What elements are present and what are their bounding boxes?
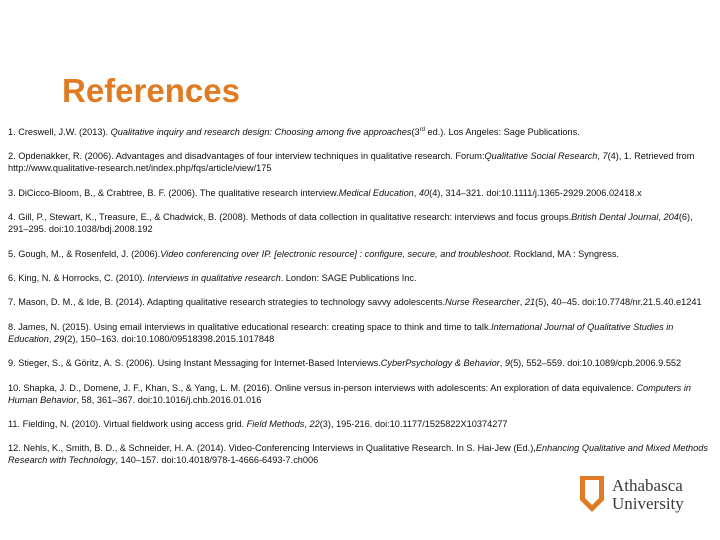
page-title: References	[62, 72, 240, 109]
ref-text: ,	[48, 333, 54, 344]
ref-text: (3	[411, 127, 420, 137]
logo-wordmark	[612, 477, 684, 513]
ref-volume: 204	[663, 212, 679, 223]
ref-text: ,	[597, 151, 603, 162]
reference-item	[8, 248, 714, 260]
ref-text: 12. Nehls, K., Smith, B. D., & Schneider, H. A. (2014). Video-Conferencing Interviews in Qualitative Research. In S. Hai-Jew (Ed.),	[8, 443, 536, 454]
ref-text: 5. Gough, M., & Rosenfeld, J. (2006).	[8, 248, 161, 259]
ref-text: 8. James, N. (2015). Using email interviews in qualitative educational research: creating space to think and time to talk.	[8, 321, 492, 332]
ref-title: Medical Education	[338, 187, 414, 198]
ref-text: 11. Fielding, N. (2010). Virtual fieldwork using access grid.	[8, 418, 247, 429]
ref-title: Qualitative inquiry and research design: Choosing among five approaches	[110, 127, 412, 137]
logo-line2: University	[612, 494, 684, 513]
ref-title: Interviews in qualitative research	[147, 272, 281, 283]
ref-volume: 22	[309, 418, 320, 429]
ref-text: (5), 552–559. doi:10.1089/cpb.2006.9.552	[510, 358, 682, 369]
ref-text: , 140–157. doi:10.4018/978-1-4666-6493-7.ch006	[115, 455, 319, 466]
ref-text: 1. Creswell, J.W. (2013).	[8, 127, 111, 137]
ref-text: (4), 314–321. doi:10.1111/j.1365-2929.2006.02418.x	[429, 187, 642, 198]
reference-item	[8, 126, 714, 138]
ref-text: 7. Mason, D. M., & Ide, B. (2014). Adapting qualitative research strategies to technology savvy adolescents.	[8, 297, 446, 308]
ref-title: Nurse Researcher	[445, 297, 520, 308]
reference-item	[8, 442, 714, 466]
reference-list	[8, 126, 714, 479]
ref-text: (5), 40–45. doi:10.7748/nr.21.5.40.e1241	[535, 297, 702, 308]
ref-text: 4. Gill, P., Stewart, K., Treasure, E., & Chadwick, B. (2008). Methods of data collection in qualitative research: interviews and focus groups.	[8, 212, 572, 223]
ref-volume: 21	[524, 297, 536, 308]
ref-text: . London: SAGE Publications Inc.	[280, 272, 417, 283]
ref-text: , 58, 361–367. doi:10.1016/j.chb.2016.01.016	[76, 394, 262, 405]
ref-text: ,	[519, 297, 525, 308]
ref-text: (2), 150–163. doi:10.1080/09518398.2015.1017848	[64, 333, 275, 344]
shield-icon	[578, 474, 606, 514]
ref-text: ,	[499, 358, 505, 369]
reference-item	[8, 272, 714, 284]
ref-text: ,	[658, 212, 664, 223]
ref-title: Video conferencing over IP. [electronic resource] : configure, secure, and troubleshoot	[160, 248, 509, 259]
reference-item	[8, 187, 714, 199]
ref-text: ,	[413, 187, 419, 198]
ref-text: (4), 1. Retrieved from http://www.qualitative-research.net/index.php/fqs/article/view/175	[8, 151, 695, 174]
ref-text: ,	[304, 418, 310, 429]
ref-title: British Dental Journal	[571, 212, 659, 223]
ref-text: 10. Shapka, J. D., Domene, J. F., Khan, S., & Yang, L. M. (2016). Online versus in-person interviews with adolescents: An exploration of data equivalence.	[8, 382, 637, 393]
ref-title: CyberPsychology & Behavior	[380, 358, 500, 369]
reference-item	[8, 296, 714, 308]
reference-item	[8, 321, 714, 345]
ref-text: . Rockland, MA : Syngress.	[508, 248, 619, 259]
ref-title: Qualitative Social Research	[484, 151, 598, 162]
ref-title: Computers in Human Behavior	[8, 382, 691, 405]
ref-volume: 9	[504, 358, 511, 369]
ref-text: (6), 291–295. doi:10.1038/bdj.2008.192	[8, 212, 693, 235]
ref-text: (3), 195-216. doi:10.1177/1525822X10374277	[319, 418, 508, 429]
reference-item	[8, 150, 714, 174]
ref-text: 9. Stieger, S., & Göritz, A. S. (2006). Using Instant Messaging for Internet-Based Interviews.	[8, 358, 381, 369]
reference-item	[8, 211, 714, 235]
logo-line1: Athabasca	[612, 476, 683, 495]
ref-text: 2. Opdenakker, R. (2006). Advantages and disadvantages of four interview techniques in qualitative research. Forum:	[8, 151, 485, 162]
athabasca-university-logo	[578, 474, 718, 518]
ref-title: International Journal of Qualitative Studies in Education	[8, 321, 674, 344]
ref-text: 6. King, N. & Horrocks, C. (2010).	[8, 272, 148, 283]
reference-item	[8, 382, 714, 406]
ref-text: ed.). Los Angeles: Sage Publications.	[424, 127, 580, 137]
ref-title: Enhancing Qualitative and Mixed Methods Research with Technology	[8, 443, 708, 466]
ref-volume: 29	[53, 333, 65, 344]
reference-item	[8, 357, 714, 369]
ref-volume: 40	[418, 187, 430, 198]
ref-title: Field Methods	[246, 418, 305, 429]
reference-item	[8, 418, 714, 430]
ref-volume: 7	[602, 151, 608, 162]
ref-text: 3. DiCicco-Bloom, B., & Crabtree, B. F. (2006). The qualitative research interview.	[8, 187, 339, 198]
ref-superscript: rd	[419, 126, 425, 133]
